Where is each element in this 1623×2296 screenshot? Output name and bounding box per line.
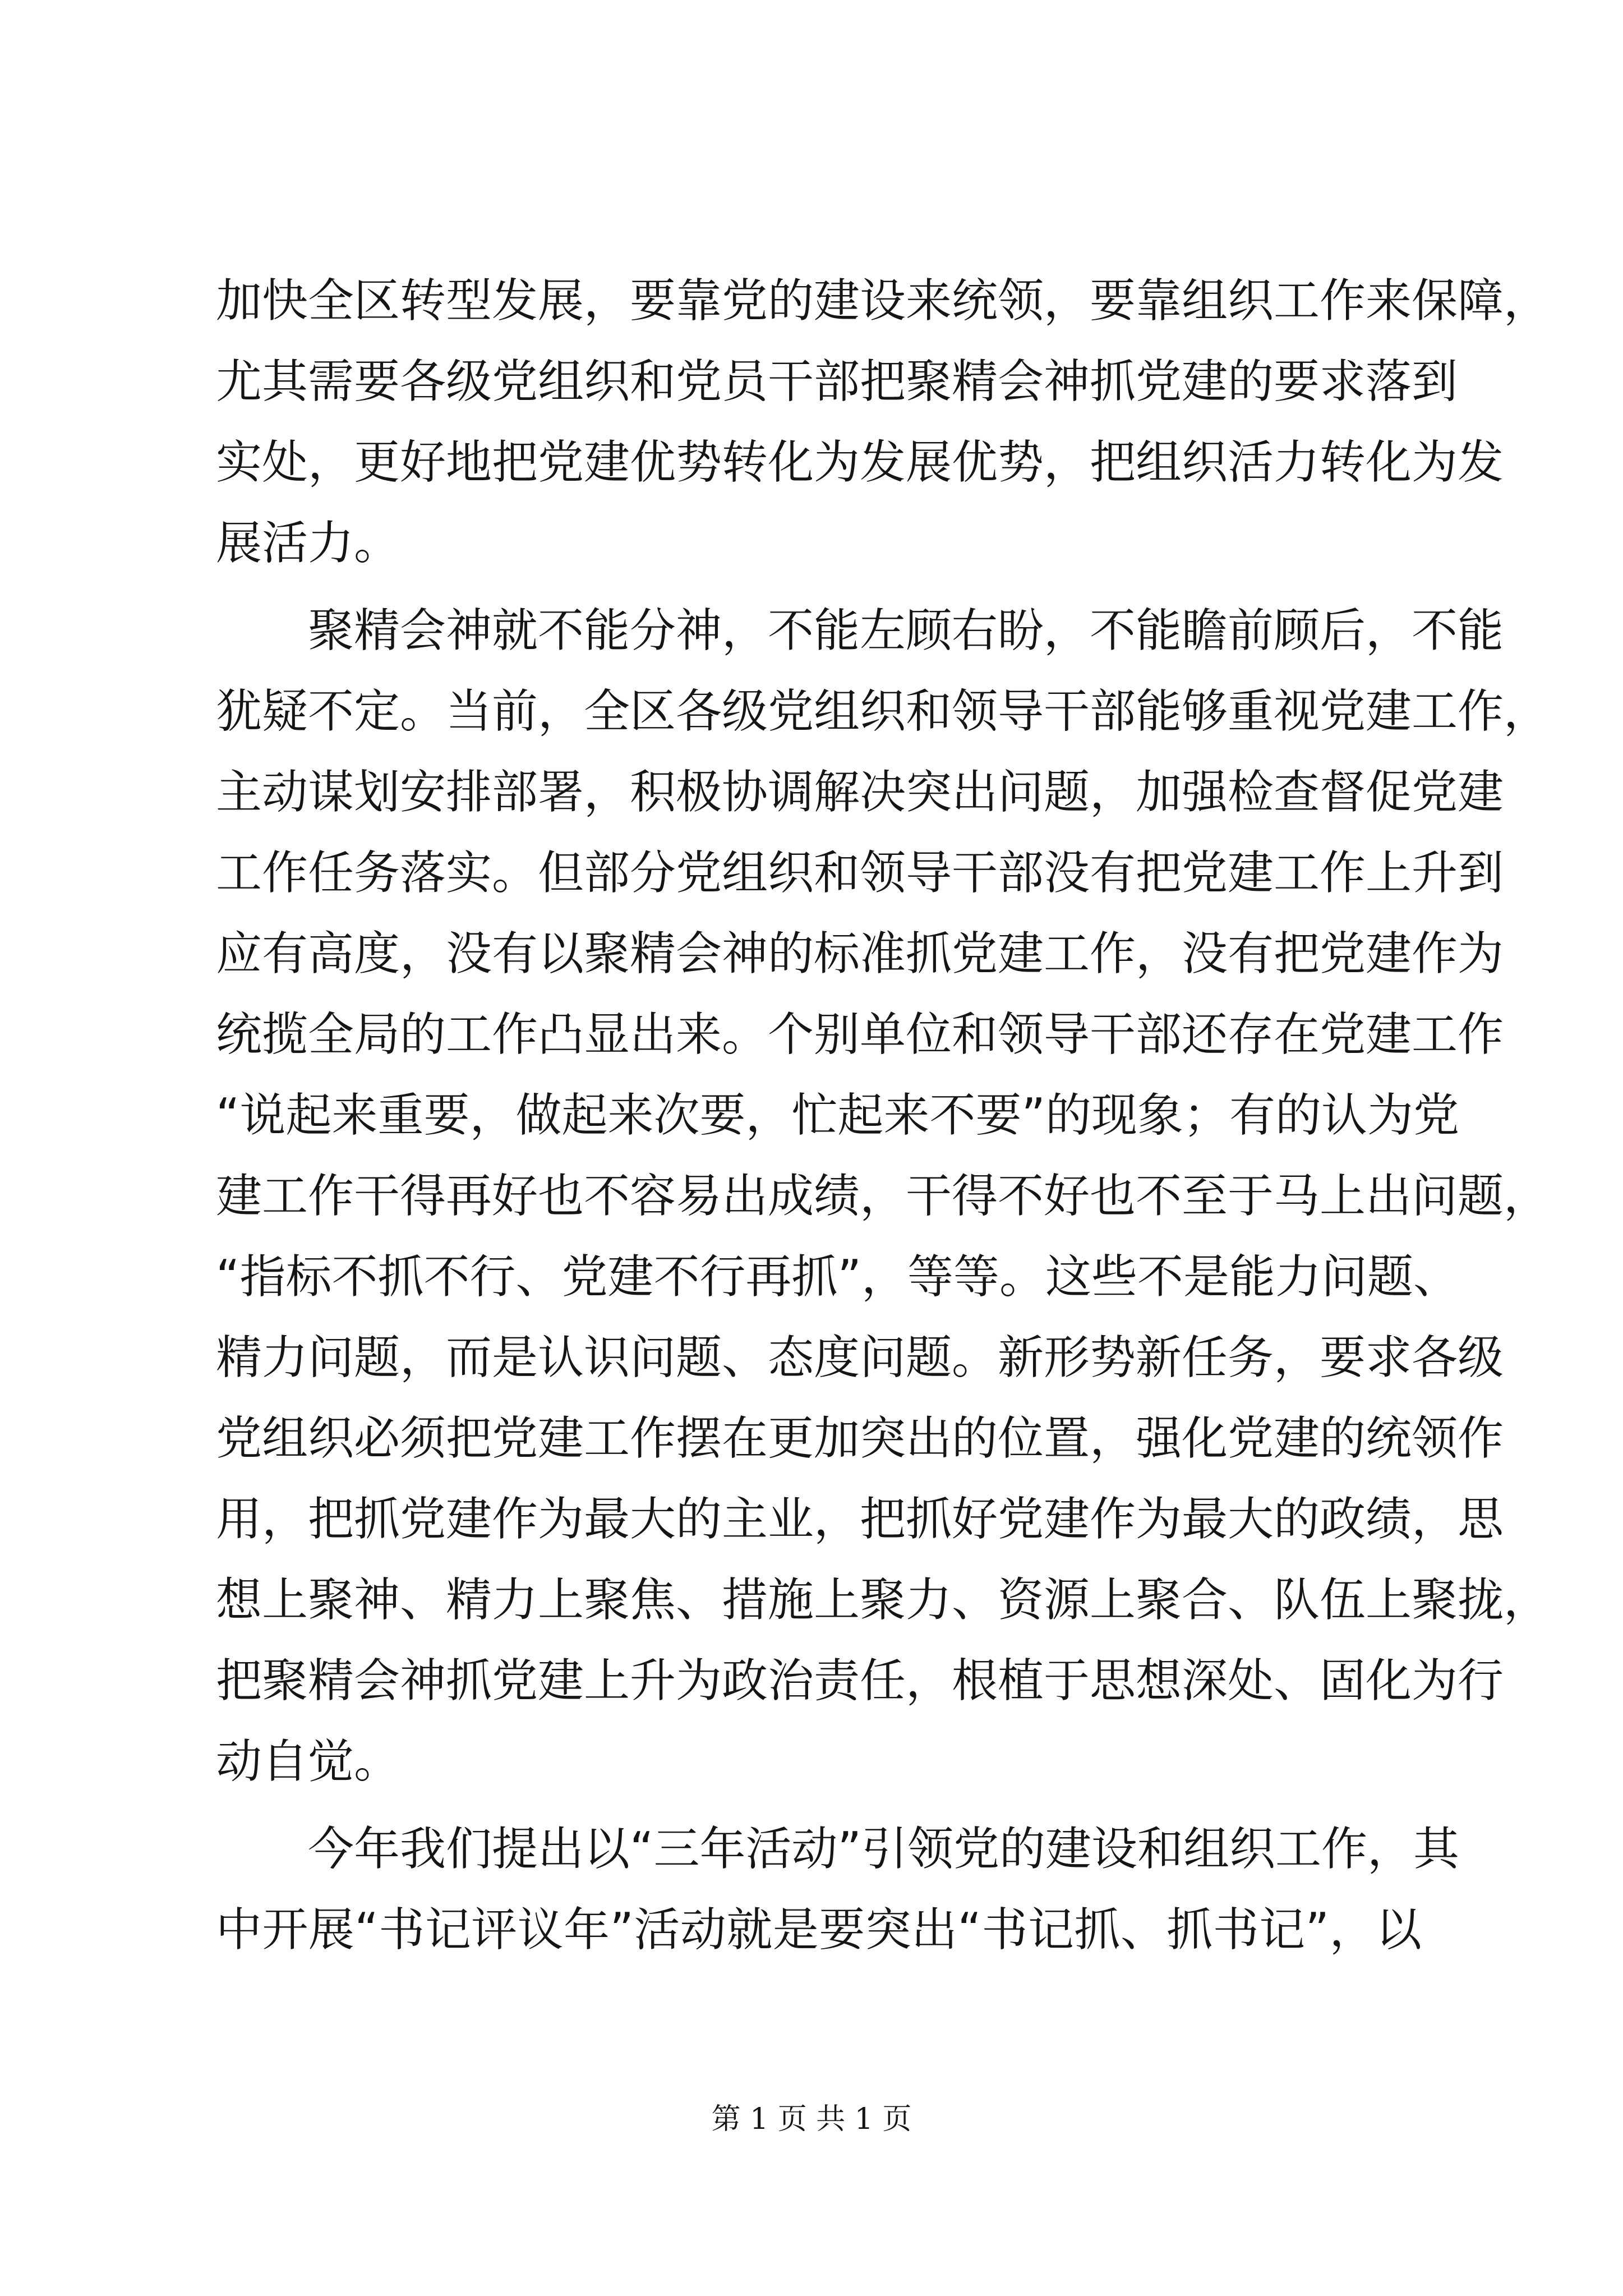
paragraph-1: [216, 261, 1550, 584]
text-line: 应有高度，没有以聚精会神的标准抓党建工作，没有把党建作为: [216, 927, 1504, 981]
page-footer: [0, 2095, 1623, 2137]
text-line: 尤其需要各级党组织和党员干部把聚精会神抓党建的要求落到: [216, 355, 1458, 408]
paragraph-3: [216, 1809, 1459, 1971]
paragraph-2: [216, 591, 1550, 1802]
text-line: 把聚精会神抓党建上升为政治责任，根植于思想深处、固化为行: [216, 1654, 1504, 1708]
text-line: “指标不抓不行、党建不行再抓”，等等。这些不是能力问题、: [216, 1250, 1459, 1304]
text-line: 党组织必须把党建工作摆在更加突出的位置，强化党建的统领作: [216, 1412, 1504, 1465]
text-line: 展活力。: [216, 517, 400, 570]
text-line: “说起来重要，做起来次要，忙起来不要”的现象；有的认为党: [216, 1089, 1459, 1142]
paragraph-spacing: [216, 584, 1422, 591]
text-line: 中开展“书记评议年”活动就是要突出“书记抓、抓书记”，以: [216, 1903, 1422, 1957]
document-body: [216, 261, 1550, 1971]
text-line: 实处，更好地把党建优势转化为发展优势，把组织活力转化为发: [216, 436, 1504, 489]
text-line: 犹疑不定。当前，全区各级党组织和领导干部能够重视党建工作，: [216, 685, 1550, 738]
text-line: 想上聚神、精力上聚焦、措施上聚力、资源上聚合、队伍上聚拢，: [216, 1573, 1550, 1627]
text-line: 今年我们提出以“三年活动”引领党的建设和组织工作，其: [216, 1823, 1459, 1876]
text-line: 统揽全局的工作凸显出来。个别单位和领导干部还存在党建工作: [216, 1008, 1504, 1061]
text-line: 主动谋划安排部署，积极协调解决突出问题，加强检查督促党建: [216, 766, 1504, 819]
text-line: 用，把抓党建作为最大的主业，把抓好党建作为最大的政绩，思: [216, 1493, 1504, 1546]
text-line: 精力问题，而是认识问题、态度问题。新形势新任务，要求各级: [216, 1331, 1504, 1384]
paragraph-spacing: [216, 1802, 1422, 1809]
text-line: 动自觉。: [216, 1735, 400, 1788]
page-number-label: 第 1 页 共 1 页: [711, 2102, 912, 2136]
text-line: 聚精会神就不能分神，不能左顾右盼，不能瞻前顾后，不能: [216, 604, 1504, 657]
text-line: 加快全区转型发展，要靠党的建设来统领，要靠组织工作来保障，: [216, 274, 1550, 328]
text-line: 建工作干得再好也不容易出成绩，干得不好也不至于马上出问题，: [216, 1170, 1550, 1223]
text-line: 工作任务落实。但部分党组织和领导干部没有把党建工作上升到: [216, 846, 1504, 900]
